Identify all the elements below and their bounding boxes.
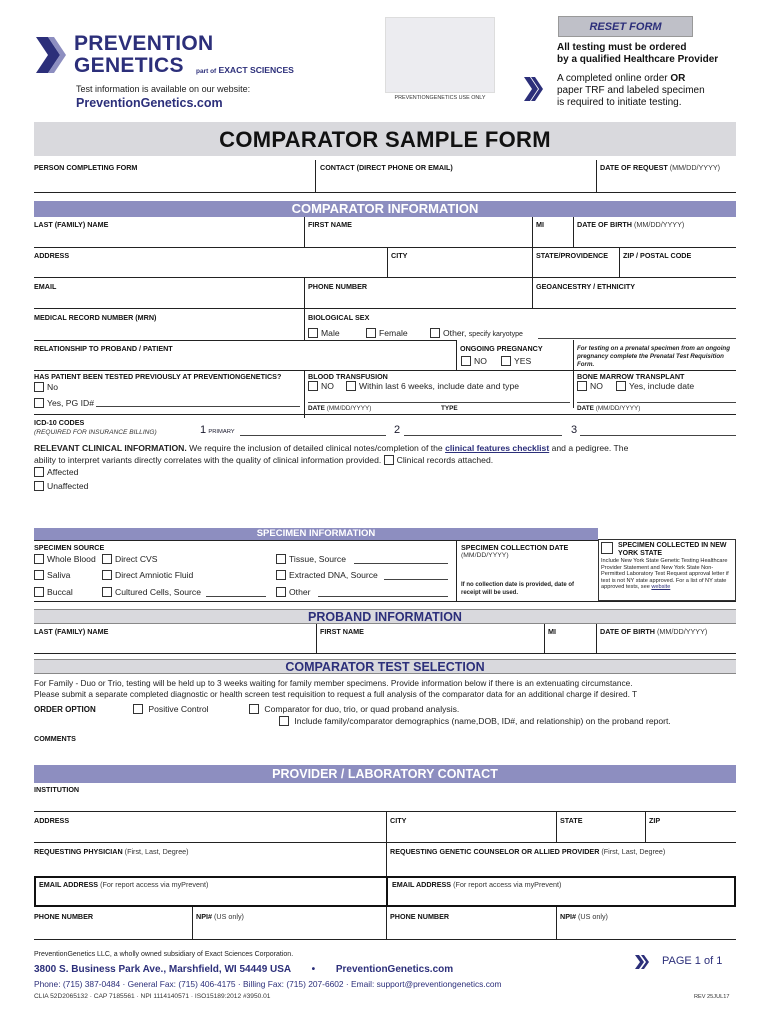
physician-label: REQUESTING PHYSICIAN (First, Last, Degree) — [34, 847, 189, 856]
comp-email-label: EMAIL — [34, 282, 57, 291]
proband-dob-label: DATE OF BIRTH (MM/DD/YYYY) — [600, 627, 708, 636]
relationship-label: RELATIONSHIP TO PROBAND / PATIENT — [34, 344, 173, 353]
provider-email-1-label: EMAIL ADDRESS (For report access via myPrevent) — [39, 880, 209, 889]
saliva-option[interactable]: Saliva — [34, 570, 70, 580]
pregnancy-yes-checkbox[interactable] — [501, 356, 511, 366]
blood-within-checkbox[interactable] — [346, 381, 356, 391]
provider-zip-label: ZIP — [649, 816, 661, 825]
collection-date-input[interactable] — [460, 560, 594, 580]
provider-email-2-input[interactable] — [391, 889, 733, 904]
unaffected-option[interactable]: Unaffected — [34, 481, 88, 491]
date-request-label: DATE OF REQUEST (MM/DD/YYYY) — [600, 163, 721, 172]
direct-amniotic-checkbox[interactable] — [102, 570, 112, 580]
counselor-label: REQUESTING GENETIC COUNSELOR OR ALLIED PROVIDER (First, Last, Degree) — [390, 847, 666, 856]
ny-website-link[interactable]: website — [651, 584, 671, 591]
extracted-dna-checkbox[interactable] — [276, 570, 286, 580]
bmt-no-checkbox[interactable] — [577, 381, 587, 391]
extracted-dna-option[interactable]: Extracted DNA, Source — [276, 570, 378, 580]
provider-header: PROVIDER / LABORATORY CONTACT — [34, 765, 736, 783]
specimen-source-label: SPECIMEN SOURCE — [34, 543, 105, 552]
bmt-yes-option[interactable]: Yes, include date — [616, 381, 694, 391]
records-attached-option[interactable]: Clinical records attached. — [384, 455, 494, 465]
logo-exact-sciences: EXACT SCIENCES — [218, 65, 294, 75]
positive-control-checkbox[interactable] — [133, 704, 143, 714]
buccal-option[interactable]: Buccal — [34, 587, 73, 597]
relevant-clinical-text: RELEVANT CLINICAL INFORMATION. We require the inclusion of detailed clinical notes/completion of the clinical features checklist and a pedigree. The ability to interpret variants directly correlates with the quality of clinical information provided. Clinical records attached. — [34, 443, 629, 465]
provider-npi-2-label: NPI# (US only) — [560, 912, 608, 921]
company-logo — [34, 32, 314, 76]
provider-state-label: STATE — [560, 816, 583, 825]
whole-blood-checkbox[interactable] — [34, 554, 44, 564]
tested-previously-label: HAS PATIENT BEEN TESTED PREVIOUSLY AT PREVENTIONGENETICS? — [34, 372, 282, 381]
footer-contact: Phone: (715) 387-0484 · General Fax: (715) 406-4175 · Billing Fax: (715) 207-6602 · Email: support@preventiongenetics.com — [34, 979, 502, 989]
provider-npi-1-label: NPI# (US only) — [196, 912, 244, 921]
date-request-input[interactable] — [598, 172, 735, 190]
icd-label: ICD-10 CODES — [34, 418, 85, 427]
contact-input[interactable] — [318, 172, 594, 190]
revision: REV 25JUL17 — [694, 994, 730, 1000]
bmt-label: BONE MARROW TRANSPLANT — [577, 372, 685, 381]
direct-cvs-checkbox[interactable] — [102, 554, 112, 564]
sex-other-checkbox[interactable] — [430, 328, 440, 338]
comp-phone-label: PHONE NUMBER — [308, 282, 368, 291]
tissue-checkbox[interactable] — [276, 554, 286, 564]
records-attached-checkbox[interactable] — [384, 455, 394, 465]
website-header-link[interactable]: PreventionGenetics.com — [76, 96, 223, 110]
comp-geo-label: GEOANCESTRY / ETHNICITY — [536, 282, 636, 291]
specimen-other-checkbox[interactable] — [276, 587, 286, 597]
comparator-option-checkbox[interactable] — [249, 704, 259, 714]
sex-female-checkbox[interactable] — [366, 328, 376, 338]
comp-city-label: CITY — [391, 251, 408, 260]
prenatal-note: For testing on a prenatal specimen from an ongoing pregnancy complete the Prenatal Test Requisition Form. — [577, 345, 730, 368]
bmt-yes-checkbox[interactable] — [616, 381, 626, 391]
footer-chevron-icon — [634, 954, 652, 970]
comp-mrn-label: MEDICAL RECORD NUMBER (MRN) — [34, 313, 157, 322]
icd-primary: 1 PRIMARY — [200, 424, 235, 436]
direct-amniotic-option[interactable]: Direct Amniotic Fluid — [102, 570, 193, 580]
no-collection-note: If no collection date is provided, date of receipt will be used. — [461, 582, 575, 596]
collection-date-format: (MM/DD/YYYY) — [461, 552, 509, 559]
affected-checkbox[interactable] — [34, 467, 44, 477]
tested-no-checkbox[interactable] — [34, 382, 44, 392]
duo-trio-paragraph: For Family - Duo or Trio, testing will be held up to 3 weeks waiting for family member specimens. Provide information below if there is an extenuating circumstance. Please submit a separate completed diagnostic or health screen test requisition to request a full analysis of the comparator data for an additional charge if desired. T — [34, 678, 638, 699]
footer-clia: CLIA 52D2065132 · CAP 7185561 · NPI 1114140571 · ISO15189:2012 #3950.01 — [34, 993, 271, 1000]
comments-label: COMMENTS — [34, 734, 76, 743]
header-chevron-icon — [522, 75, 546, 103]
logo-line1: PREVENTION — [74, 32, 214, 55]
pregnancy-no-checkbox[interactable] — [461, 356, 471, 366]
clinical-checklist-link[interactable]: clinical features checklist — [445, 443, 550, 453]
include-demographics-checkbox[interactable] — [279, 716, 289, 726]
office-use-box — [385, 17, 495, 93]
specimen-other-option[interactable]: Other — [276, 587, 311, 597]
saliva-checkbox[interactable] — [34, 570, 44, 580]
comp-zip-label: ZIP / POSTAL CODE — [623, 251, 692, 260]
provider-phone-2-label: PHONE NUMBER — [390, 912, 450, 921]
sex-female-option[interactable]: Female — [366, 328, 408, 338]
online-order-note: A completed online order OR paper TRF and labeled specimen is required to initiate testing. — [557, 73, 705, 108]
whole-blood-option[interactable]: Whole Blood — [34, 554, 96, 564]
pregnancy-no-option[interactable]: NO — [461, 356, 487, 366]
comp-address-label: ADDRESS — [34, 251, 70, 260]
footer-website-link[interactable]: PreventionGenetics.com — [335, 964, 454, 975]
comp-mi-label: MI — [536, 220, 544, 229]
ordering-note: All testing must be ordered by a qualified Healthcare Provider — [557, 42, 719, 65]
proband-mi-label: MI — [548, 627, 556, 636]
ny-note: Include New York State Genetic Testing Healthcare Provider Statement and New York State Non-Permitted Laboratory Test Request approval letter if test is not NY state approved. For a list of NY state approved tests, see website — [601, 558, 729, 591]
proband-info-header: PROBAND INFORMATION — [34, 609, 736, 624]
collection-date-label: SPECIMEN COLLECTION DATE — [461, 543, 569, 552]
proband-last-name-label: LAST (FAMILY) NAME — [34, 627, 109, 636]
blood-no-checkbox[interactable] — [308, 381, 318, 391]
institution-label: INSTITUTION — [34, 785, 80, 794]
comments-input[interactable] — [34, 742, 736, 762]
comp-first-name-label: FIRST NAME — [308, 220, 352, 229]
tested-no-option[interactable]: No — [34, 382, 58, 392]
person-completing-input[interactable] — [34, 172, 314, 190]
provider-address-label: ADDRESS — [34, 816, 70, 825]
buccal-checkbox[interactable] — [34, 587, 44, 597]
subsidiary-note: PreventionGenetics LLC, a wholly owned subsidiary of Exact Sciences Corporation. — [34, 951, 294, 958]
include-demographics-option[interactable]: Include family/comparator demographics (name,DOB, ID#, and relationship) on the proband report. — [279, 716, 671, 726]
bmt-no-option[interactable]: NO — [577, 381, 603, 391]
blood-transfusion-label: BLOOD TRANSFUSION — [308, 372, 388, 381]
unaffected-checkbox[interactable] — [34, 481, 44, 491]
comp-state-label: STATE/PROVIDENCE — [536, 251, 609, 260]
ny-option[interactable] — [601, 542, 616, 554]
cultured-cells-checkbox[interactable] — [102, 587, 112, 597]
pregnancy-yes-option[interactable]: YES — [501, 356, 531, 366]
comparator-option[interactable]: Comparator for duo, trio, or quad proband analysis. — [249, 704, 459, 714]
footer-address-line: 3800 S. Business Park Ave., Marshfield, WI 54449 USA • PreventionGenetics.com — [34, 964, 454, 975]
reset-form-button[interactable]: RESET FORM — [558, 16, 693, 37]
tested-yes-option[interactable]: Yes, PG ID# — [34, 398, 94, 408]
logo-part-of: part of — [196, 68, 217, 75]
form-title: COMPARATOR SAMPLE FORM — [219, 127, 551, 152]
person-completing-label: PERSON COMPLETING FORM — [34, 163, 138, 172]
comp-bio-sex-label: BIOLOGICAL SEX — [308, 313, 370, 322]
office-use-label: PREVENTIONGENETICS USE ONLY — [394, 95, 486, 101]
provider-phone-1-label: PHONE NUMBER — [34, 912, 94, 921]
comp-dob-label: DATE OF BIRTH (MM/DD/YYYY) — [577, 220, 685, 229]
affected-option[interactable]: Affected — [34, 467, 78, 477]
proband-first-name-label: FIRST NAME — [320, 627, 364, 636]
icd-3: 3 — [571, 424, 578, 436]
ny-checkbox[interactable] — [601, 542, 613, 554]
positive-control-option[interactable]: Positive Control — [133, 704, 209, 714]
blood-no-option[interactable]: NO — [308, 381, 334, 391]
institution-input[interactable] — [34, 794, 736, 810]
logo-chevron-icon — [34, 35, 70, 75]
sex-male-checkbox[interactable] — [308, 328, 318, 338]
comp-last-name-label: LAST (FAMILY) NAME — [34, 220, 109, 229]
website-note: Test information is available on our website: — [76, 84, 251, 94]
icd-inputs[interactable] — [240, 424, 736, 436]
contact-label: CONTACT (DIRECT PHONE OR EMAIL) — [320, 163, 453, 172]
page-number: PAGE 1 of 1 — [662, 955, 723, 967]
direct-cvs-option[interactable]: Direct CVS — [102, 554, 158, 564]
blood-date-label: DATE (MM/DD/YYYY) — [308, 405, 372, 412]
comparator-test-header: COMPARATOR TEST SELECTION — [34, 659, 736, 674]
logo-line2: GENETICS — [74, 54, 184, 77]
comparator-info-header: COMPARATOR INFORMATION — [34, 201, 736, 217]
tested-yes-checkbox[interactable] — [34, 398, 44, 408]
blood-within-option[interactable]: Within last 6 weeks, include date and type — [346, 381, 519, 391]
ny-header: SPECIMEN COLLECTED IN NEW YORK STATE — [618, 542, 727, 557]
provider-email-1-input[interactable] — [38, 889, 383, 904]
icd-note: (REQUIRED FOR INSURANCE BILLING) — [34, 429, 157, 436]
provider-city-label: CITY — [390, 816, 407, 825]
order-option-label: ORDER OPTION — [34, 705, 96, 714]
icd-2: 2 — [394, 424, 401, 436]
blood-type-label: TYPE — [441, 405, 458, 412]
sex-male-option[interactable]: Male — [308, 328, 340, 338]
specimen-info-header: SPECIMEN INFORMATION — [34, 528, 598, 540]
provider-email-2-label: EMAIL ADDRESS (For report access via myPrevent) — [392, 880, 562, 889]
cultured-cells-option[interactable]: Cultured Cells, Source — [102, 587, 201, 597]
ongoing-pregnancy-label: ONGOING PREGNANCY — [460, 344, 543, 353]
sex-other-option[interactable]: Other, specify karyotype — [430, 328, 523, 338]
bmt-date-label: DATE (MM/DD/YYYY) — [577, 405, 641, 412]
tissue-option[interactable]: Tissue, Source — [276, 554, 346, 564]
